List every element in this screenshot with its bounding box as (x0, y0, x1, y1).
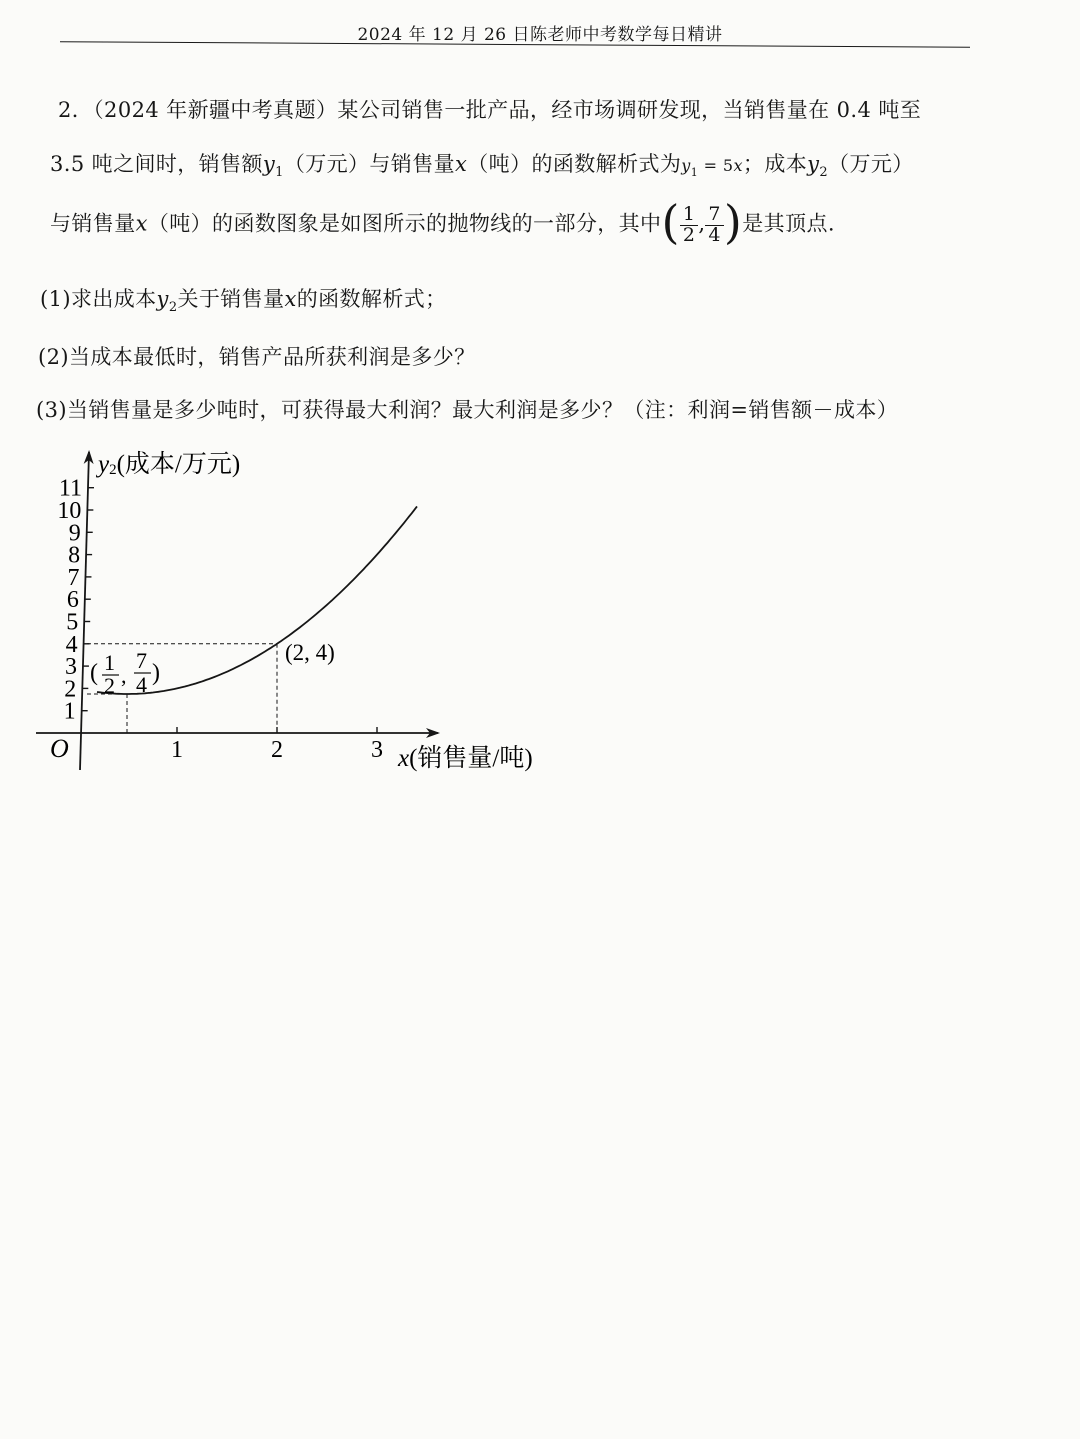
y-tick-label: 10 (57, 498, 82, 524)
y-axis-label-sub: 2 (109, 462, 117, 478)
vertex-label (90, 648, 160, 698)
y-axis-label-text: (成本/万元) (116, 451, 241, 478)
y-axis-label (95, 450, 240, 478)
question-1: (1)求出成本$y_2$关于销售量x的函数解析式； (40, 287, 447, 315)
line2-text-c: （吨）的函数解析式为 (467, 152, 682, 176)
y-tick-label: 5 (66, 609, 79, 636)
y1-sub: 1 (275, 165, 284, 180)
x-axis-label-var: x (398, 745, 410, 772)
vertex-label-num-y: 7 (136, 648, 147, 673)
vertex-label-den-x: 2 (104, 673, 115, 698)
question-2: (2)当成本最低时，销售产品所获利润是多少？ (38, 345, 476, 369)
svg-text:(: ( (90, 660, 98, 686)
y-tick-label: 6 (66, 587, 79, 614)
line3-text-c: 是其顶点. (742, 211, 835, 236)
formula-y1: $y_1 = 5x$ (681, 156, 743, 179)
line2-text-b: （万元）与销售量 (283, 152, 456, 176)
y1-var: y (262, 152, 276, 176)
svg-text:): ) (152, 660, 160, 686)
line3-text-b: （吨）的函数图象是如图所示的抛物线的一部分，其中 (147, 211, 662, 236)
vertex-label-num-x: 1 (104, 650, 115, 675)
x-var: x (455, 152, 468, 176)
y-ticks (57, 476, 94, 725)
vertex-comma: , (698, 211, 706, 236)
line3-text-a: 与销售量 (50, 211, 136, 236)
y-tick-label: 7 (67, 564, 80, 591)
y2-sub: 2 (819, 165, 829, 180)
origin-label: O (50, 734, 69, 763)
line3-x-var: x (135, 211, 148, 236)
y-tick-label: 8 (68, 542, 81, 569)
y-tick-label: 11 (58, 475, 82, 502)
line2-text-e: （万元） (828, 152, 914, 176)
problem-line-1: 2．（2024 年新疆中考真题）某公司销售一批产品，经市场调研发现，当销售量在 0.4 吨至 (58, 98, 922, 122)
vertex-frac-x: $\frac{1}{2}$ (680, 205, 699, 246)
y-tick-label: 3 (64, 654, 77, 681)
point-label-2-4: (2, 4) (285, 640, 335, 665)
y-axis-label-var: y (98, 451, 110, 478)
vertex-right-paren: ) (723, 195, 743, 249)
x-axis-label (397, 744, 533, 772)
y-tick-label: 1 (63, 698, 76, 725)
vertex-left-paren: ( (661, 195, 680, 249)
x-tick-label: 2 (271, 737, 283, 763)
vertex-label-den-y: 4 (136, 672, 147, 697)
y-tick-label: 9 (68, 520, 81, 547)
question-3: (3)当销售量是多少吨时，可获得最大利润？最大利润是多少？（注：利润=销售额－成本） (36, 398, 899, 422)
page-header: 2024 年 12 月 26 日陈老师中考数学每日精讲 (357, 25, 723, 45)
line2-text-a: 3.5 吨之间时，销售额 (50, 152, 263, 176)
y2-var: y (807, 152, 820, 176)
y-tick-label: 2 (64, 676, 77, 703)
y-tick-label: 4 (65, 631, 78, 658)
x-tick-label: 3 (371, 737, 383, 763)
x-axis-label-text: (销售量/吨) (409, 745, 533, 772)
line2-text-d: ；成本 (742, 152, 808, 176)
vertex-frac-y: $\frac{7}{4}$ (705, 205, 724, 246)
dashed-guides (87, 644, 277, 733)
x-tick-label: 1 (171, 737, 183, 763)
svg-text:,: , (121, 663, 127, 688)
